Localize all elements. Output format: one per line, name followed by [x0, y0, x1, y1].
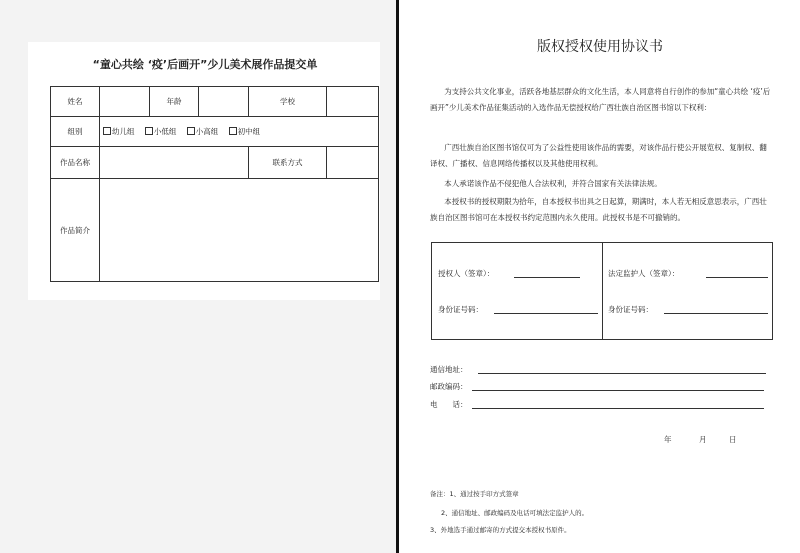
note-1: 备注：1、通过按手印方式签章: [430, 490, 519, 498]
guardian-id-label: 身份证号码：: [608, 305, 653, 314]
group-option-upper-primary[interactable]: 小高组: [187, 126, 219, 137]
date-day-label: 日: [729, 435, 737, 444]
note-3: 3、外地选手通过邮寄的方式提交本授权书原件。: [430, 526, 571, 534]
note-2: 2、通信地址、邮政编码及电话可填法定监护人的。: [441, 509, 589, 517]
agreement-intro: 为支持公共文化事业，活跃各地基层群众的文化生活，本人同意将自行创作的参加“童心共绘 ‘疫’后画开”少儿美术作品征集活动的入选作品无偿授权给广西壮族自治区图书馆以下权利：: [430, 87, 771, 112]
intro-label: 作品简介: [51, 179, 100, 282]
page-divider: [396, 0, 399, 553]
phone-line[interactable]: [472, 408, 764, 409]
guardian-id-line[interactable]: [664, 313, 768, 314]
guardian-signature-line[interactable]: [706, 277, 768, 278]
agreement-title: 版权授权使用协议书: [537, 39, 663, 55]
age-field[interactable]: [199, 87, 249, 117]
name-label: 姓名: [51, 87, 100, 117]
contact-field[interactable]: [327, 147, 379, 179]
group-options: [100, 117, 379, 147]
phone-label: 电 话：: [430, 400, 468, 409]
contact-label: 联系方式: [249, 147, 327, 179]
guardian-label: 法定监护人（签章）：: [608, 269, 680, 278]
authorizer-label: 授权人（签章）：: [438, 269, 495, 278]
group-label: 组别: [51, 117, 100, 147]
group-option-preschool[interactable]: 幼儿组: [103, 126, 135, 137]
address-line[interactable]: [478, 373, 766, 374]
work-name-field[interactable]: [100, 147, 249, 179]
date-year-label: 年: [664, 435, 672, 444]
address-label: 通信地址：: [430, 365, 468, 374]
signature-box: [431, 242, 773, 340]
age-label: 年龄: [150, 87, 199, 117]
school-label: 学校: [249, 87, 327, 117]
name-field[interactable]: [100, 87, 150, 117]
date-month-label: 月: [699, 435, 707, 444]
school-field[interactable]: [327, 87, 379, 117]
checkbox-icon: [229, 127, 237, 135]
group-option-junior-high[interactable]: 初中组: [229, 126, 261, 137]
agreement-rights: 广西壮族自治区图书馆仅可为了公益性使用该作品的需要，对该作品行使公开展览权、复制权、翻译权、广播权、信息网络传播权以及其他使用权利。: [430, 143, 767, 168]
authorizer-id-label: 身份证号码：: [438, 305, 483, 314]
form-title: “童心共绘 ‘疫’后画开”少儿美术展作品提交单: [92, 58, 318, 71]
authorizer-id-line[interactable]: [494, 313, 598, 314]
group-option-lower-primary[interactable]: 小低组: [145, 126, 177, 137]
signature-divider: [602, 243, 603, 339]
intro-field[interactable]: [100, 179, 379, 282]
checkbox-icon: [103, 127, 111, 135]
work-name-label: 作品名称: [51, 147, 100, 179]
submission-form-table: [50, 86, 379, 282]
postal-code-label: 邮政编码：: [430, 382, 468, 391]
checkbox-icon: [145, 127, 153, 135]
postal-code-line[interactable]: [472, 390, 764, 391]
agreement-term: 本授权书的授权期限为拾年，自本授权书出具之日起算，期满时，本人若无相反意思表示，广西壮族自治区图书馆可在本授权书约定范围内永久使用。此授权书是不可撤销的。: [430, 197, 767, 222]
authorizer-signature-line[interactable]: [514, 277, 580, 278]
checkbox-icon: [187, 127, 195, 135]
agreement-promise: 本人承诺该作品不侵犯他人合法权利，并符合国家有关法律法规。: [444, 179, 662, 188]
